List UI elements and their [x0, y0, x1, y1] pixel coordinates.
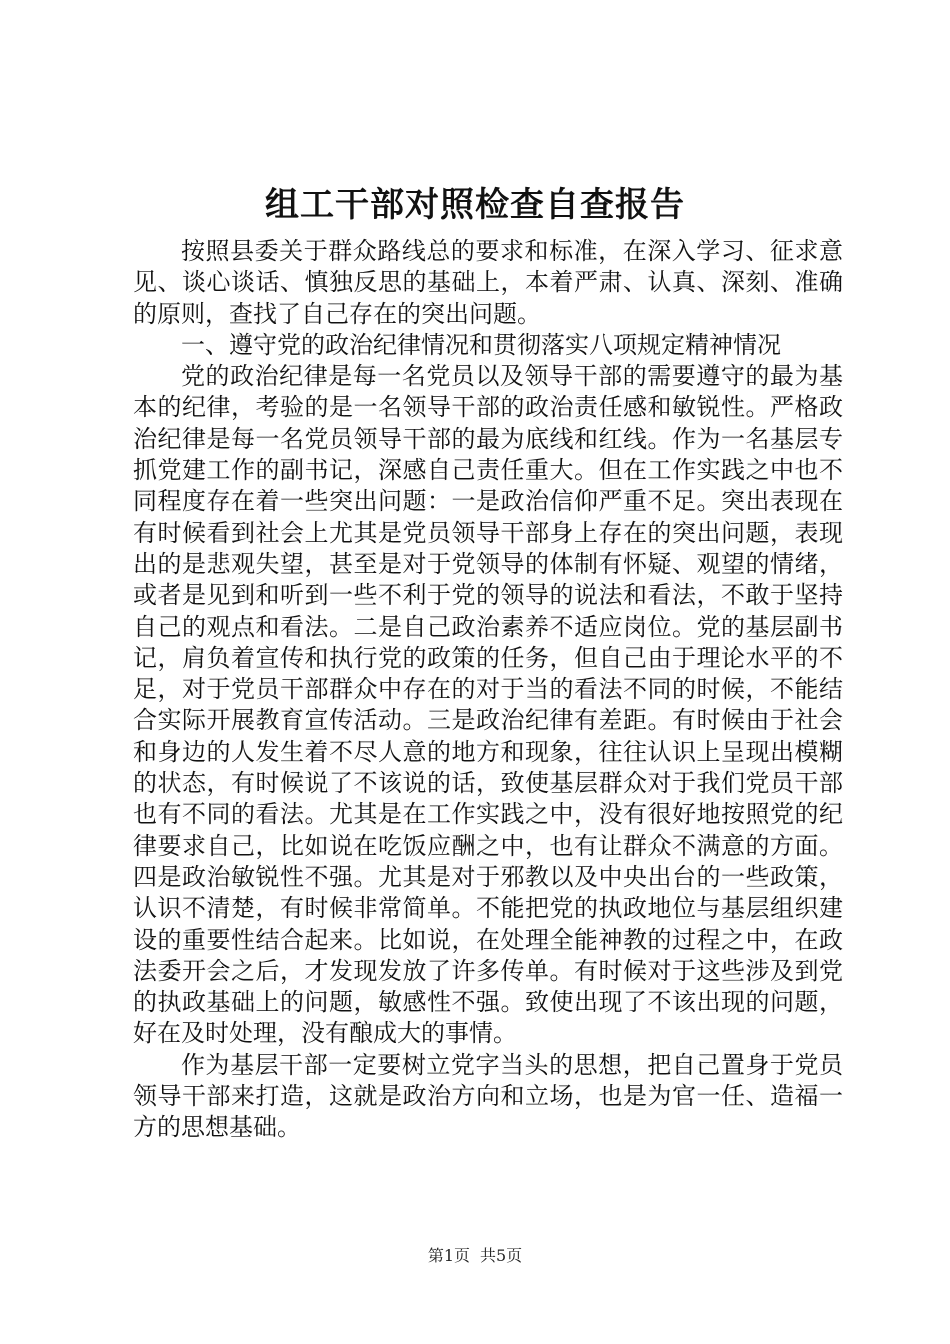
closing-paragraph: 作为基层干部一定要树立党字当头的思想，把自己置身于党员领导干部来打造，这就是政治方向和立场，也是为官一任、造福一方的思想基础。: [133, 1050, 843, 1142]
body-paragraph: 党的政治纪律是每一名党员以及领导干部的需要遵守的最为基本的纪律，考验的是一名领导干部的政治责任感和敏锐性。严格政治纪律是每一名党员领导干部的最为底线和红线。作为一名基层专抓党建工作的副书记，深感自己责任重大。但在工作实践之中也不同程度存在着一些突出问题：一是政治信仰严重不足。突出表现在有时候看到社会上尤其是党员领导干部身上存在的突出问题，表现出的是悲观失望，甚至是对于党领导的体制有怀疑、观望的情绪，或者是见到和听到一些不利于党的领导的说法和看法，不敢于坚持自己的观点和看法。二是自己政治素养不适应岗位。党的基层副书记，肩负着宣传和执行党的政策的任务，但自己由于理论水平的不足，对于党员干部群众中存在的对于当的看法不同的时候，不能结合实际开展教育宣传活动。三是政治纪律有差距。有时候由于社会和身边的人发生着不尽人意的地方和现象，往往认识上呈现出模糊的状态，有时候说了不该说的话，致使基层群众对于我们党员干部也有不同的看法。尤其是在工作实践之中，没有很好地按照党的纪律要求自己，比如说在吃饭应酬之中，也有让群众不满意的方面。四是政治敏锐性不强。尤其是对于邪教以及中央出台的一些政策，认识不清楚，有时候非常简单。不能把党的执政地位与基层组织建设的重要性结合起来。比如说，在处理全能神教的过程之中，在政法委开会之后，才发现发放了许多传单。有时候对于这些涉及到党的执政基础上的问题，敏感性不强。致使出现了不该出现的问题，好在及时处理，没有酿成大的事情。: [133, 362, 843, 1048]
page-title: 组工干部对照检查自查报告: [265, 185, 685, 225]
intro-paragraph: 按照县委关于群众路线总的要求和标准，在深入学习、征求意见、谈心谈话、慎独反思的基础上，本着严肃、认真、深刻、准确的原则，查找了自己存在的突出问题。: [133, 237, 843, 328]
section-heading: 一、遵守党的政治纪律情况和贯彻落实八项规定精神情况: [181, 330, 781, 359]
page-number: 第1页: [427, 1246, 470, 1265]
page-total: 共5页: [480, 1246, 523, 1265]
page-footer: [0, 1244, 950, 1268]
document-body: [133, 236, 843, 1144]
